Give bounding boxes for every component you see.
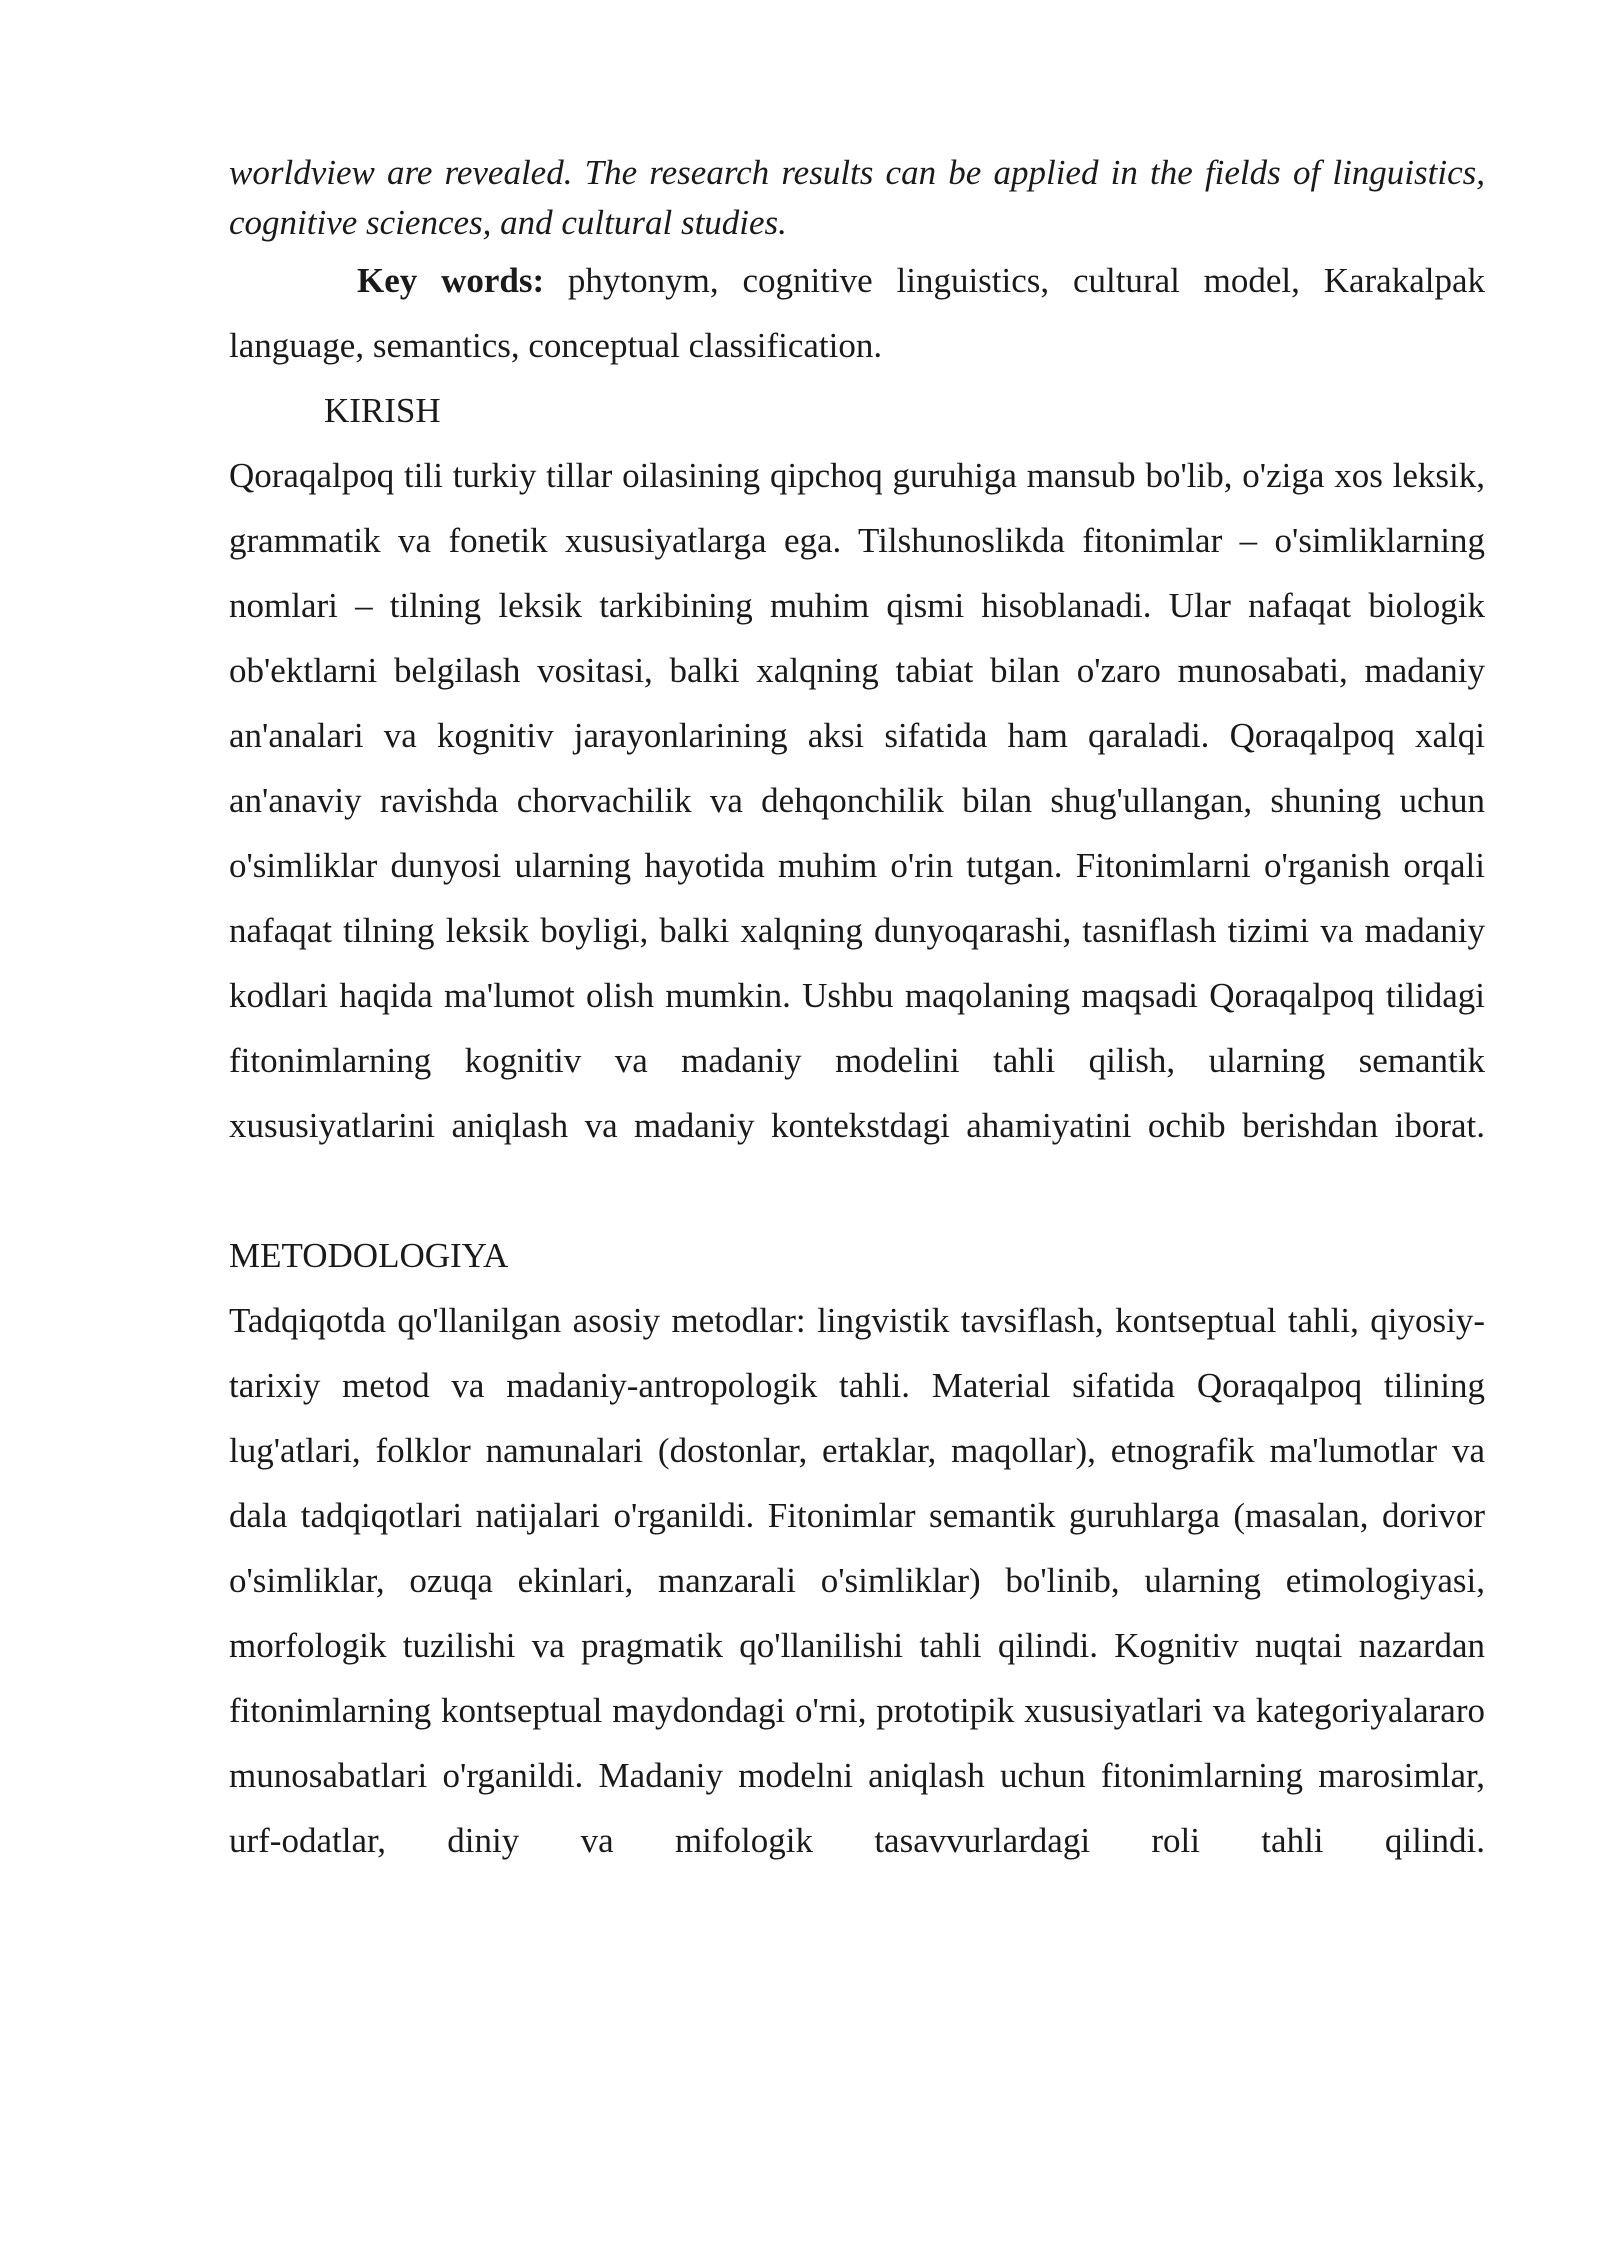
document-page	[229, 148, 1485, 1873]
keywords-text: phytonym, cognitive linguistics, cultural model, Karakalpak language, semantics, conceptual classification.	[229, 261, 1485, 365]
methodology-paragraph: Tadqiqotda qo'llanilgan asosiy metodlar: lingvistik tavsiflash, kontseptual tahli, qiyosiy-tarixiy metod va madaniy-antropologik tahli. Material sifatida Qoraqalpoq tilining lug'atlari, folklor namunalari (dostonlar, ertaklar, maqollar), etnografik ma'lumotlar va dala tadqiqotlari natijalari o'rganildi. Fitonimlar semantik guruhlarga (masalan, dorivor o'simliklar, ozuqa ekinlari, manzarali o'simliklar) bo'linib, ularning etimologiyasi, morfologik tuzilishi va pragmatik qo'llanilishi tahli qilindi. Kognitiv nuqtai nazardan fitonimlarning kontseptual maydondagi o'rni, prototipik xususiyatlari va kategoriyalararo munosabatlari o'rganildi. Madaniy modelni aniqlash uchun fitonimlarning marosimlar, urf-odatlar, diniy va mifologik tasavvurlardagi roli tahli qilindi.	[229, 1301, 1485, 1860]
keywords-paragraph	[229, 248, 1485, 378]
section-spacer	[229, 1158, 1485, 1223]
abstract-tail: worldview are revealed. The research results can be applied in the fields of linguistics, cognitive sciences, and cultural studies.	[229, 153, 1485, 242]
section-heading-intro: KIRISH	[324, 391, 441, 430]
keywords-label: Key words:	[357, 261, 545, 300]
section-heading-methodology: METODOLOGIYA	[229, 1236, 509, 1275]
intro-paragraph: Qoraqalpoq tili turkiy tillar oilasining qipchoq guruhiga mansub bo'lib, o'ziga xos leksik, grammatik va fonetik xususiyatlarga ega. Tilshunoslikda fitonimlar – o'simliklarning nomlari – tilning leksik tarkibining muhim qismi hisoblanadi. Ular nafaqat biologik ob'ektlarni belgilash vositasi, balki xalqning tabiat bilan o'zaro munosabati, madaniy an'analari va kognitiv jarayonlarining aksi sifatida ham qaraladi. Qoraqalpoq xalqi an'anaviy ravishda chorvachilik va dehqonchilik bilan shug'ullangan, shuning uchun o'simliklar dunyosi ularning hayotida muhim o'rin tutgan. Fitonimlarni o'rganish orqali nafaqat tilning leksik boyligi, balki xalqning dunyoqarashi, tasniflash tizimi va madaniy kodlari haqida ma'lumot olish mumkin. Ushbu maqolaning maqsadi Qoraqalpoq tilidagi fitonimlarning kognitiv va madaniy modelini tahli qilish, ularning semantik xususiyatlarini aniqlash va madaniy kontekstdagi ahamiyatini ochib berishdan iborat.	[229, 456, 1485, 1145]
